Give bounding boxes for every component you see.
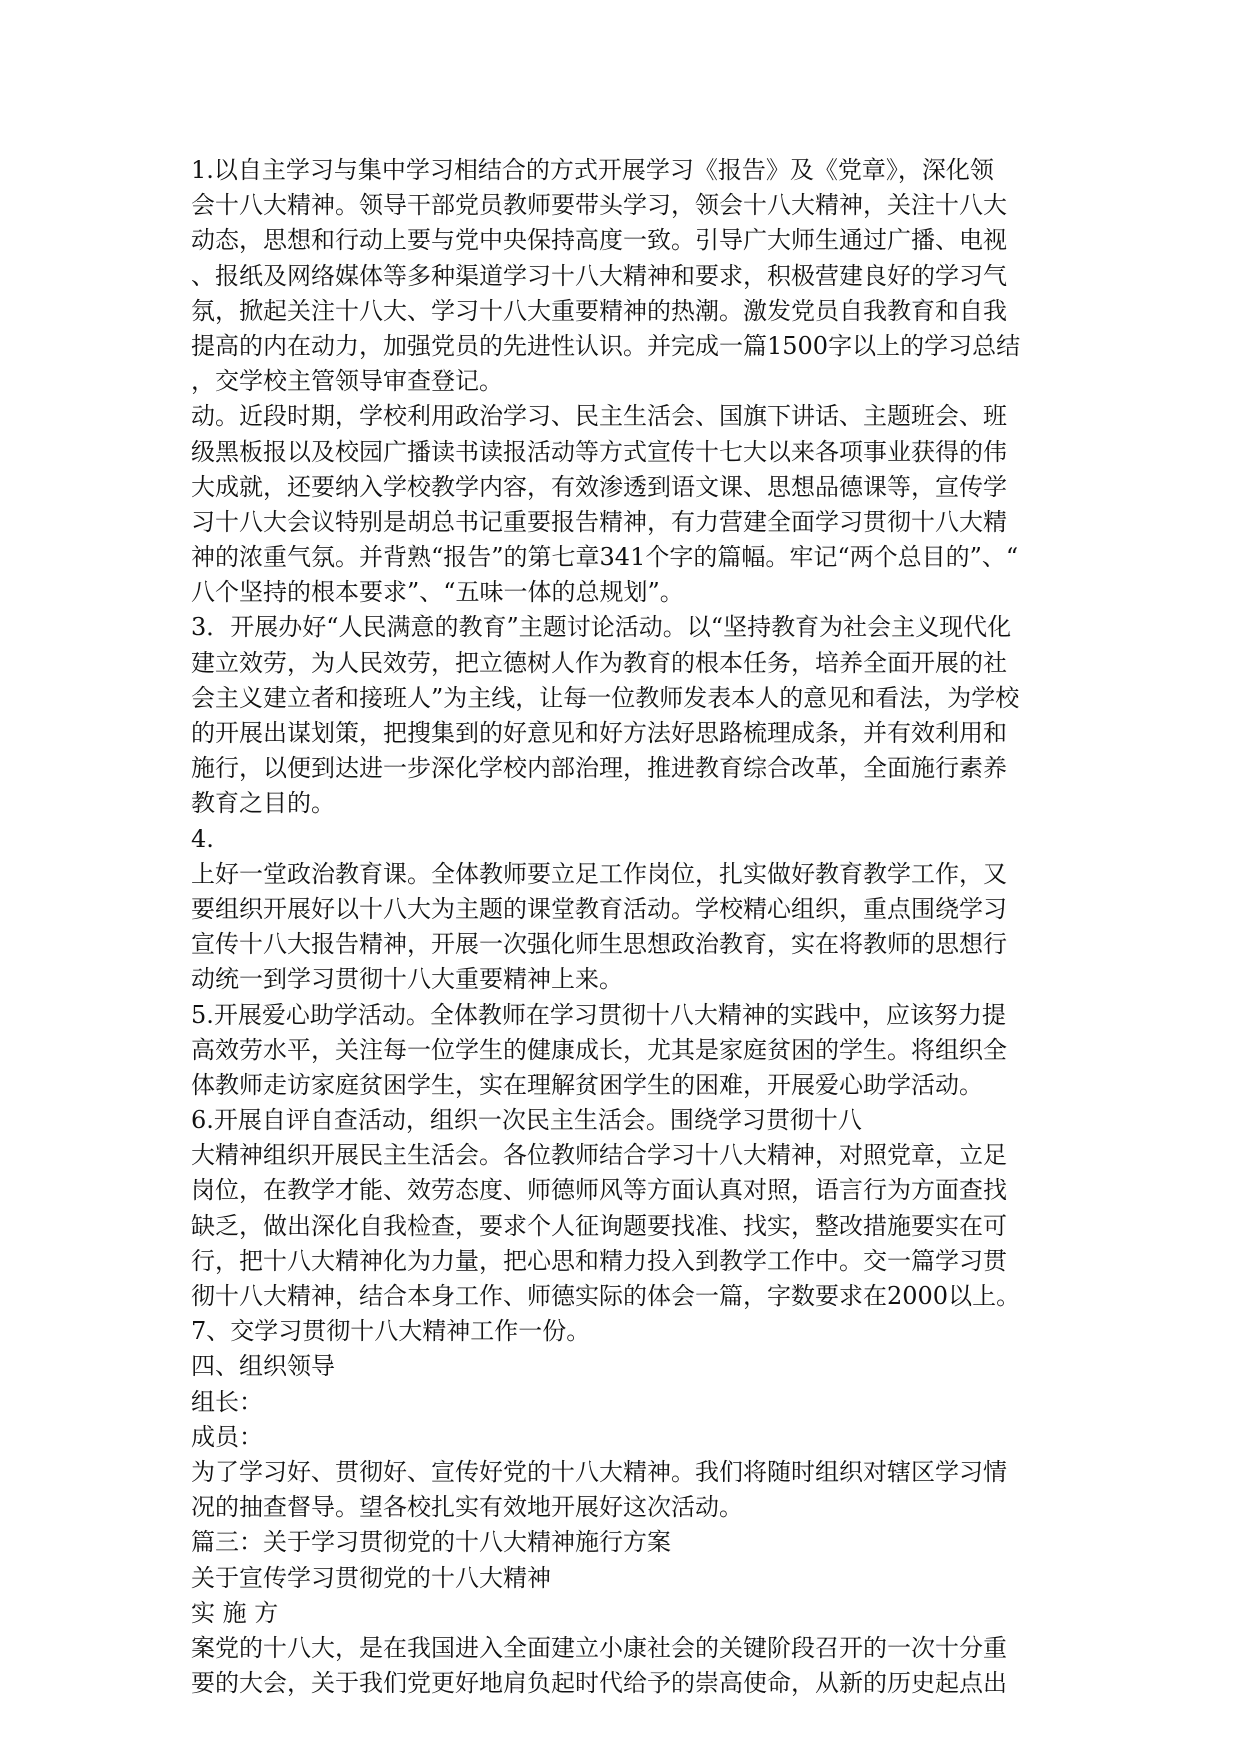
text-line: 6.开展自评自查活动，组织一次民主生活会。围绕学习贯彻十八 [191, 1106, 862, 1135]
document-body [191, 153, 1071, 1701]
text-line: 教育之目的。 [191, 789, 335, 818]
text-line: 的开展出谋划策，把搜集到的好意见和好方法好思路梳理成条，并有效利用和 [191, 719, 1007, 747]
text-line: 大精神组织开展民主生活会。各位教师结合学习十八大精神，对照党章，立足 [191, 1141, 1007, 1170]
text-line: 案党的十八大，是在我国进入全面建立小康社会的关键阶段召开的一次十分重 [191, 1633, 1007, 1662]
text-line: 提高的内在动力，加强党员的先进性认识。并完成一篇1500字以上的学习总结 [191, 331, 1021, 360]
text-line: 大成就，还要纳入学校教学内容，有效渗透到语文课、思想品德课等，宣传学 [191, 472, 1007, 501]
text-line: 高效劳水平，关注每一位学生的健康成长，尤其是家庭贫困的学生。将组织全 [191, 1035, 1007, 1064]
text-line: 关于宣传学习贯彻党的十八大精神 [191, 1563, 551, 1592]
text-line: 动态，思想和行动上要与党中央保持高度一致。引导广大师生通过广播、电视 [191, 226, 1007, 255]
text-line: 要组织开展好以十八大为主题的课堂教育活动。学校精心组织，重点围绕学习 [191, 894, 1007, 923]
text-line: 会十八大精神。领导干部党员教师要带头学习，领会十八大精神，关注十八大 [191, 191, 1007, 220]
text-line: 动。近段时期，学校利用政治学习、民主生活会、国旗下讲话、主题班会、班 [191, 402, 1007, 431]
text-line: 八个坚持的根本要求”、“五味一体的总规划”。 [191, 578, 684, 607]
text-line: 级黑板报以及校园广播读书读报活动等方式宣传十七大以来各项事业获得的伟 [191, 437, 1007, 466]
text-line: 、报纸及网络媒体等多种渠道学习十八大精神和要求，积极营建良好的学习气 [191, 261, 1007, 290]
text-line: 4. [191, 824, 214, 853]
text-line: 为了学习好、贯彻好、宣传好党的十八大精神。我们将随时组织对辖区学习情 [191, 1457, 1007, 1486]
text-line: 动统一到学习贯彻十八大重要精神上来。 [191, 965, 623, 994]
text-line: 组长： [191, 1387, 263, 1416]
text-line: 彻十八大精神，结合本身工作、师德实际的体会一篇，字数要求在2000以上。 [191, 1282, 1021, 1310]
text-line: 会主义建立者和接班人”为主线，让每一位教师发表本人的意见和看法，为学校 [191, 683, 1020, 712]
text-line: 上好一堂政治教育课。全体教师要立足工作岗位，扎实做好教育教学工作，又 [191, 859, 1007, 888]
text-line: 实 施 方 [191, 1598, 279, 1627]
text-line: 缺乏，做出深化自我检查，要求个人征询题要找准、找实，整改措施要实在可 [191, 1211, 1007, 1240]
text-line: 5.开展爱心助学活动。全体教师在学习贯彻十八大精神的实践中，应该努力提 [191, 1000, 1006, 1029]
text-line: 氛，掀起关注十八大、学习十八大重要精神的热潮。激发党员自我教育和自我 [191, 296, 1007, 325]
text-line: 7、交学习贯彻十八大精神工作一份。 [191, 1317, 591, 1346]
text-line: 要的大会，关于我们党更好地肩负起时代给予的崇高使命，从新的历史起点出 [191, 1669, 1007, 1698]
text-line: 成员： [191, 1422, 263, 1451]
text-line: ，交学校主管领导审查登记。 [191, 367, 503, 396]
text-line: 体教师走访家庭贫困学生，实在理解贫困学生的困难，开展爱心助学活动。 [191, 1070, 983, 1099]
text-line: 四、组织领导 [191, 1352, 335, 1381]
text-line: 篇三：关于学习贯彻党的十八大精神施行方案 [191, 1528, 671, 1557]
text-line: 神的浓重气氛。并背熟“报告”的第七章341个字的篇幅。牢记“两个总目的”、“ [191, 543, 1019, 572]
text-line: 行，把十八大精神化为力量，把心思和精力投入到教学工作中。交一篇学习贯 [191, 1246, 1007, 1275]
text-line: 施行，以便到达进一步深化学校内部治理，推进教育综合改革，全面施行素养 [191, 754, 1007, 783]
text-line: 习十八大会议特别是胡总书记重要报告精神，有力营建全面学习贯彻十八大精 [191, 507, 1007, 536]
text-line: 1.以自主学习与集中学习相结合的方式开展学习《报告》及《党章》，深化领 [191, 156, 994, 184]
text-line: 岗位，在教学才能、效劳态度、师德师风等方面认真对照，语言行为方面查找 [191, 1176, 1007, 1205]
text-line: 况的抽查督导。望各校扎实有效地开展好这次活动。 [191, 1493, 743, 1522]
text-line: 3．开展办好“人民满意的教育”主题讨论活动。以“坚持教育为社会主义现代化 [191, 613, 1012, 642]
text-line: 建立效劳，为人民效劳，把立德树人作为教育的根本任务，培养全面开展的社 [191, 648, 1007, 677]
text-line: 宣传十八大报告精神，开展一次强化师生思想政治教育，实在将教师的思想行 [191, 930, 1007, 959]
